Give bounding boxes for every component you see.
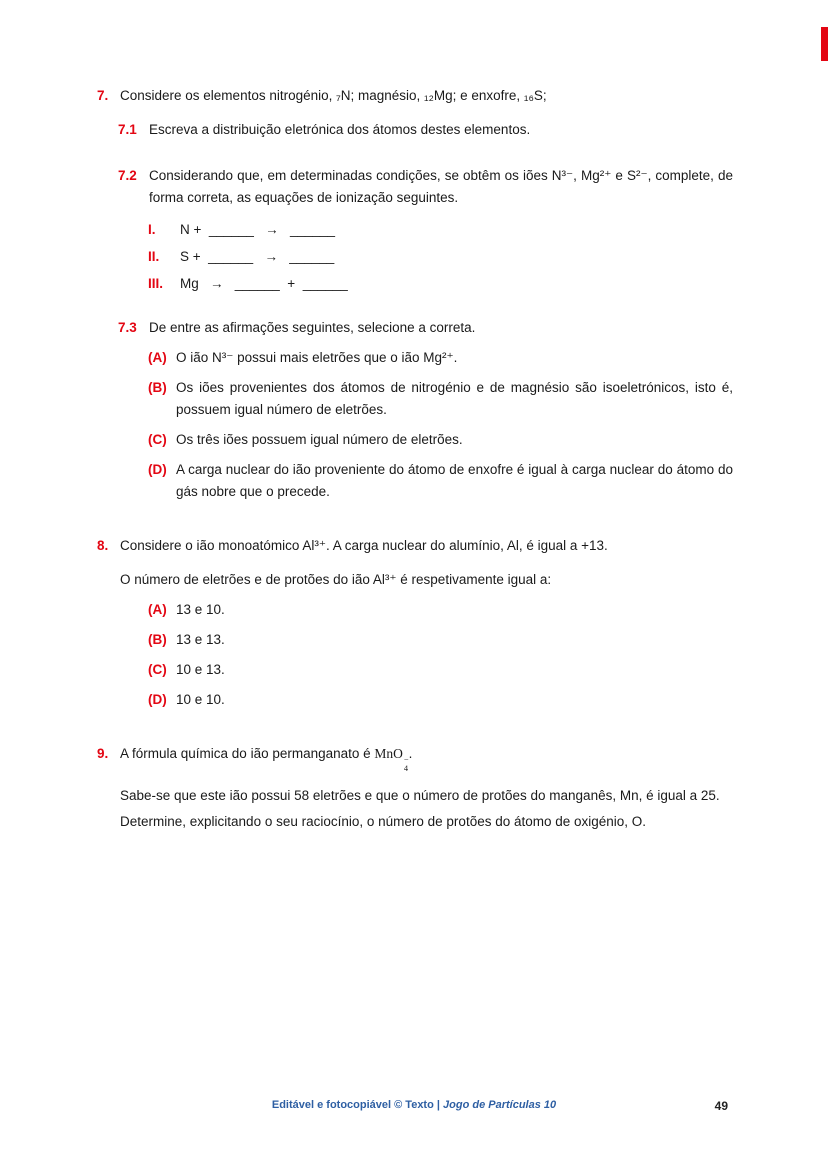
question-7-1-text: Escreva a distribuição eletrónica dos átomos destes elementos. <box>149 122 531 137</box>
question-7-2-text: Considerando que, em determinadas condições, se obtêm os iões N³⁻, Mg²⁺ e S²⁻, complete, de forma correta, as equações de ionização seguintes. <box>149 168 733 205</box>
option-row-c <box>148 659 733 681</box>
formula-subscript: 4 <box>403 763 409 773</box>
question-7-3 <box>118 317 733 339</box>
option-text: 13 e 13. <box>176 632 225 647</box>
page-footer <box>0 1099 828 1119</box>
question-7-2-label: 7.2 <box>118 168 137 183</box>
question-9-line2: Sabe-se que este ião possui 58 eletrões e que o número de protões do manganês, Mn, é igual a 25. <box>120 788 720 804</box>
question-7-3-options <box>97 347 733 503</box>
option-label: (A) <box>148 350 167 365</box>
question-9-line3: Determine, explicitando o seu raciocínio, o número de protões do átomo de oxigénio, O. <box>120 814 647 830</box>
footer-credit-text: Editável e fotocopiável © Texto | <box>271 1099 444 1111</box>
question-9-intro <box>97 743 733 773</box>
option-row-d <box>148 459 733 503</box>
option-row-a <box>148 599 733 621</box>
formula-base: MnO <box>374 746 403 761</box>
option-label: (B) <box>148 632 167 647</box>
question-9-line1-suffix: . <box>408 746 413 761</box>
ionization-equations <box>97 219 733 295</box>
option-text: A carga nuclear do ião proveniente do átomo de enxofre é igual à carga nuclear do átomo do gás nobre que o precede. <box>176 462 733 499</box>
equation-text: N + ______ → ______ <box>180 222 335 237</box>
worksheet-content <box>97 85 733 833</box>
option-row-c <box>148 429 733 451</box>
option-text: Os iões provenientes dos átomos de nitrogénio e de magnésio são isoeletrónicos, isto é, possuem igual número de eletrões. <box>176 380 733 417</box>
question-8-options <box>97 599 733 711</box>
equation-label: I. <box>148 222 156 237</box>
page-edge-marker <box>821 27 828 61</box>
equation-row <box>148 246 733 268</box>
equation-text: Mg → ______ + ______ <box>180 276 348 291</box>
equation-row <box>148 273 733 295</box>
question-8-line1: Considere o ião monoatómico Al³⁺. A carga nuclear do alumínio, Al, é igual a +13. <box>120 538 608 553</box>
question-7-intro <box>97 85 733 107</box>
equation-label: II. <box>148 249 160 264</box>
question-7-1-label: 7.1 <box>118 122 137 137</box>
equation-label: III. <box>148 276 164 291</box>
option-text: 10 e 13. <box>176 662 225 677</box>
question-7-3-label: 7.3 <box>118 320 137 335</box>
question-7-number: 7. <box>97 88 109 103</box>
page-number: 49 <box>714 1099 728 1113</box>
option-row-b <box>148 629 733 651</box>
option-label: (B) <box>148 380 167 395</box>
option-row-d <box>148 689 733 711</box>
footer-credit <box>0 1099 828 1111</box>
option-row-a <box>148 347 733 369</box>
equation-text: S + ______ → ______ <box>180 249 335 264</box>
question-7-3-text: De entre as afirmações seguintes, selecione a correta. <box>149 320 476 335</box>
option-label: (A) <box>148 602 167 617</box>
question-8-intro <box>97 535 733 557</box>
question-9-line1-prefix: A fórmula química do ião permanganato é <box>120 746 375 761</box>
question-8 <box>97 535 733 711</box>
equation-row <box>148 219 733 241</box>
option-label: (D) <box>148 462 167 477</box>
option-text: Os três iões possuem igual número de eletrões. <box>176 432 463 447</box>
question-9 <box>97 743 733 833</box>
permanganate-formula <box>374 746 409 773</box>
option-text: 13 e 10. <box>176 602 225 617</box>
question-7-2 <box>118 165 733 209</box>
question-7-1 <box>118 119 733 141</box>
question-8-line2: O número de eletrões e de protões do ião Al³⁺ é respetivamente igual a: <box>120 572 552 587</box>
question-9-line1 <box>120 743 733 773</box>
option-text: O ião N³⁻ possui mais eletrões que o ião Mg²⁺. <box>176 350 458 365</box>
formula-superscript: − <box>403 754 409 764</box>
question-9-number: 9. <box>97 746 109 761</box>
footer-book-title: Jogo de Partículas 10 <box>443 1099 557 1111</box>
option-label: (C) <box>148 662 167 677</box>
option-label: (D) <box>148 692 167 707</box>
option-label: (C) <box>148 432 167 447</box>
option-text: 10 e 10. <box>176 692 225 707</box>
question-8-number: 8. <box>97 538 109 553</box>
question-7 <box>97 85 733 503</box>
question-7-text: Considere os elementos nitrogénio, ₇N; magnésio, ₁₂Mg; e enxofre, ₁₆S; <box>120 88 547 103</box>
option-row-b <box>148 377 733 421</box>
